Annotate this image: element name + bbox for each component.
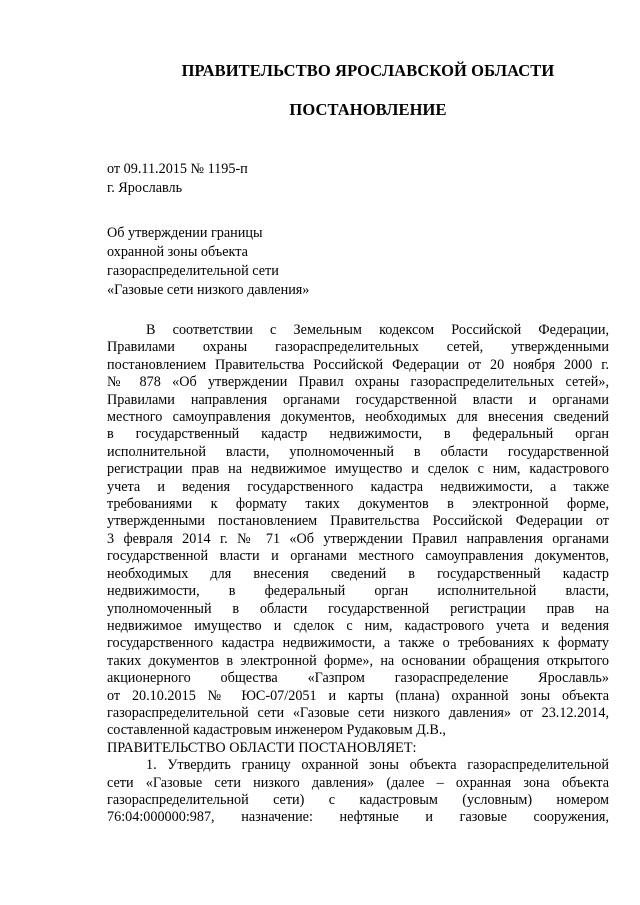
- body-line: Правилами охраны газораспределительных сетей, утвержденными: [107, 339, 609, 356]
- body-line: 3 февраля 2014 г. № 71 «Об утверждении Правил направления органами: [107, 530, 609, 547]
- body-line: В соответствии с Земельным кодексом Российской Федерации,: [146, 322, 609, 338]
- body-line: № 878 «Об утверждении Правил охраны газораспределительных сетей»,: [107, 374, 609, 391]
- body-line: составленной кадастровым инженером Рудаковым Д.В.,: [107, 722, 446, 739]
- body-line: недвижимости, в федеральный орган исполнительной власти,: [107, 583, 609, 600]
- body-line: Правилами направления органами государственной власти и органами: [107, 391, 609, 408]
- body-line: газораспределительной сети) с кадастровым (условным) номером: [107, 791, 609, 808]
- body-line: акционерного общества «Газпром газораспределение Ярославль»: [107, 670, 609, 687]
- organization-title: ПРАВИТЕЛЬСТВО ЯРОСЛАВСКОЙ ОБЛАСТИ: [181, 61, 555, 80]
- subject-line: «Газовые сети низкого давления»: [107, 282, 310, 298]
- body-line: исполнительной власти, уполномоченный в области государственной: [107, 443, 609, 460]
- item-1-paragraph: [107, 757, 609, 827]
- body-line: газораспределительной сети «Газовые сети низкого давления» от 23.12.2014,: [107, 704, 609, 721]
- body-line: регистрации прав на недвижимое имущество и сделок с ним, кадастрового: [107, 461, 609, 478]
- date-and-place: [107, 160, 248, 198]
- date-number: от 09.11.2015 № 1195-п: [107, 161, 248, 177]
- body-line: от 20.10.2015 № ЮС-07/2051 и карты (плана) охранной зоны объекта: [107, 687, 609, 704]
- body-line: государственного кадастра недвижимости, а также о требованиях к формату: [107, 635, 609, 652]
- preamble-paragraph: [107, 322, 609, 740]
- document-type-title: ПОСТАНОВЛЕНИЕ: [289, 100, 447, 119]
- subject-line: Об утверждении границы: [107, 225, 263, 241]
- city: г. Ярославль: [107, 180, 183, 196]
- body-line: требованиями к формату таких документов в электронной форме,: [107, 496, 609, 513]
- subject-line: газораспределительной сети: [107, 263, 279, 279]
- body-line: таких документов в электронной форме», на основании обращения открытого: [107, 652, 609, 669]
- body-line: местного самоуправления документов, необходимых для внесения сведений: [107, 409, 609, 426]
- body-line: государственной власти и органами местного самоуправления документов,: [107, 548, 609, 565]
- body-line: 76:04:000000:987, назначение: нефтяные и газовые сооружения,: [107, 809, 609, 826]
- subject-line: охранной зоны объекта: [107, 244, 248, 260]
- body-line: утвержденными постановлением Правительства Российской Федерации от: [107, 513, 609, 530]
- document-subject: [107, 224, 309, 300]
- body-line: 1. Утвердить границу охранной зоны объекта газораспределительной: [146, 757, 609, 774]
- body-line: в государственный кадастр недвижимости, в федеральный орган: [107, 426, 609, 443]
- body-line: сети «Газовые сети низкого давления» (далее – охранная зона объекта: [107, 774, 609, 791]
- body-line: учета и ведения государственного кадастра недвижимости, а также: [107, 478, 609, 495]
- document-body: [107, 322, 609, 827]
- decree-phrase: ПРАВИТЕЛЬСТВО ОБЛАСТИ ПОСТАНОВЛЯЕТ:: [107, 739, 417, 756]
- body-line: необходимых для внесения сведений в государственный кадастр: [107, 565, 609, 582]
- body-line: постановлением Правительства Российской Федерации от 20 ноября 2000 г.: [107, 356, 609, 373]
- body-line: недвижимое имущество и сделок с ним, кадастрового учета и ведения: [107, 617, 609, 634]
- body-line: уполномоченный в области государственной регистрации прав на: [107, 600, 609, 617]
